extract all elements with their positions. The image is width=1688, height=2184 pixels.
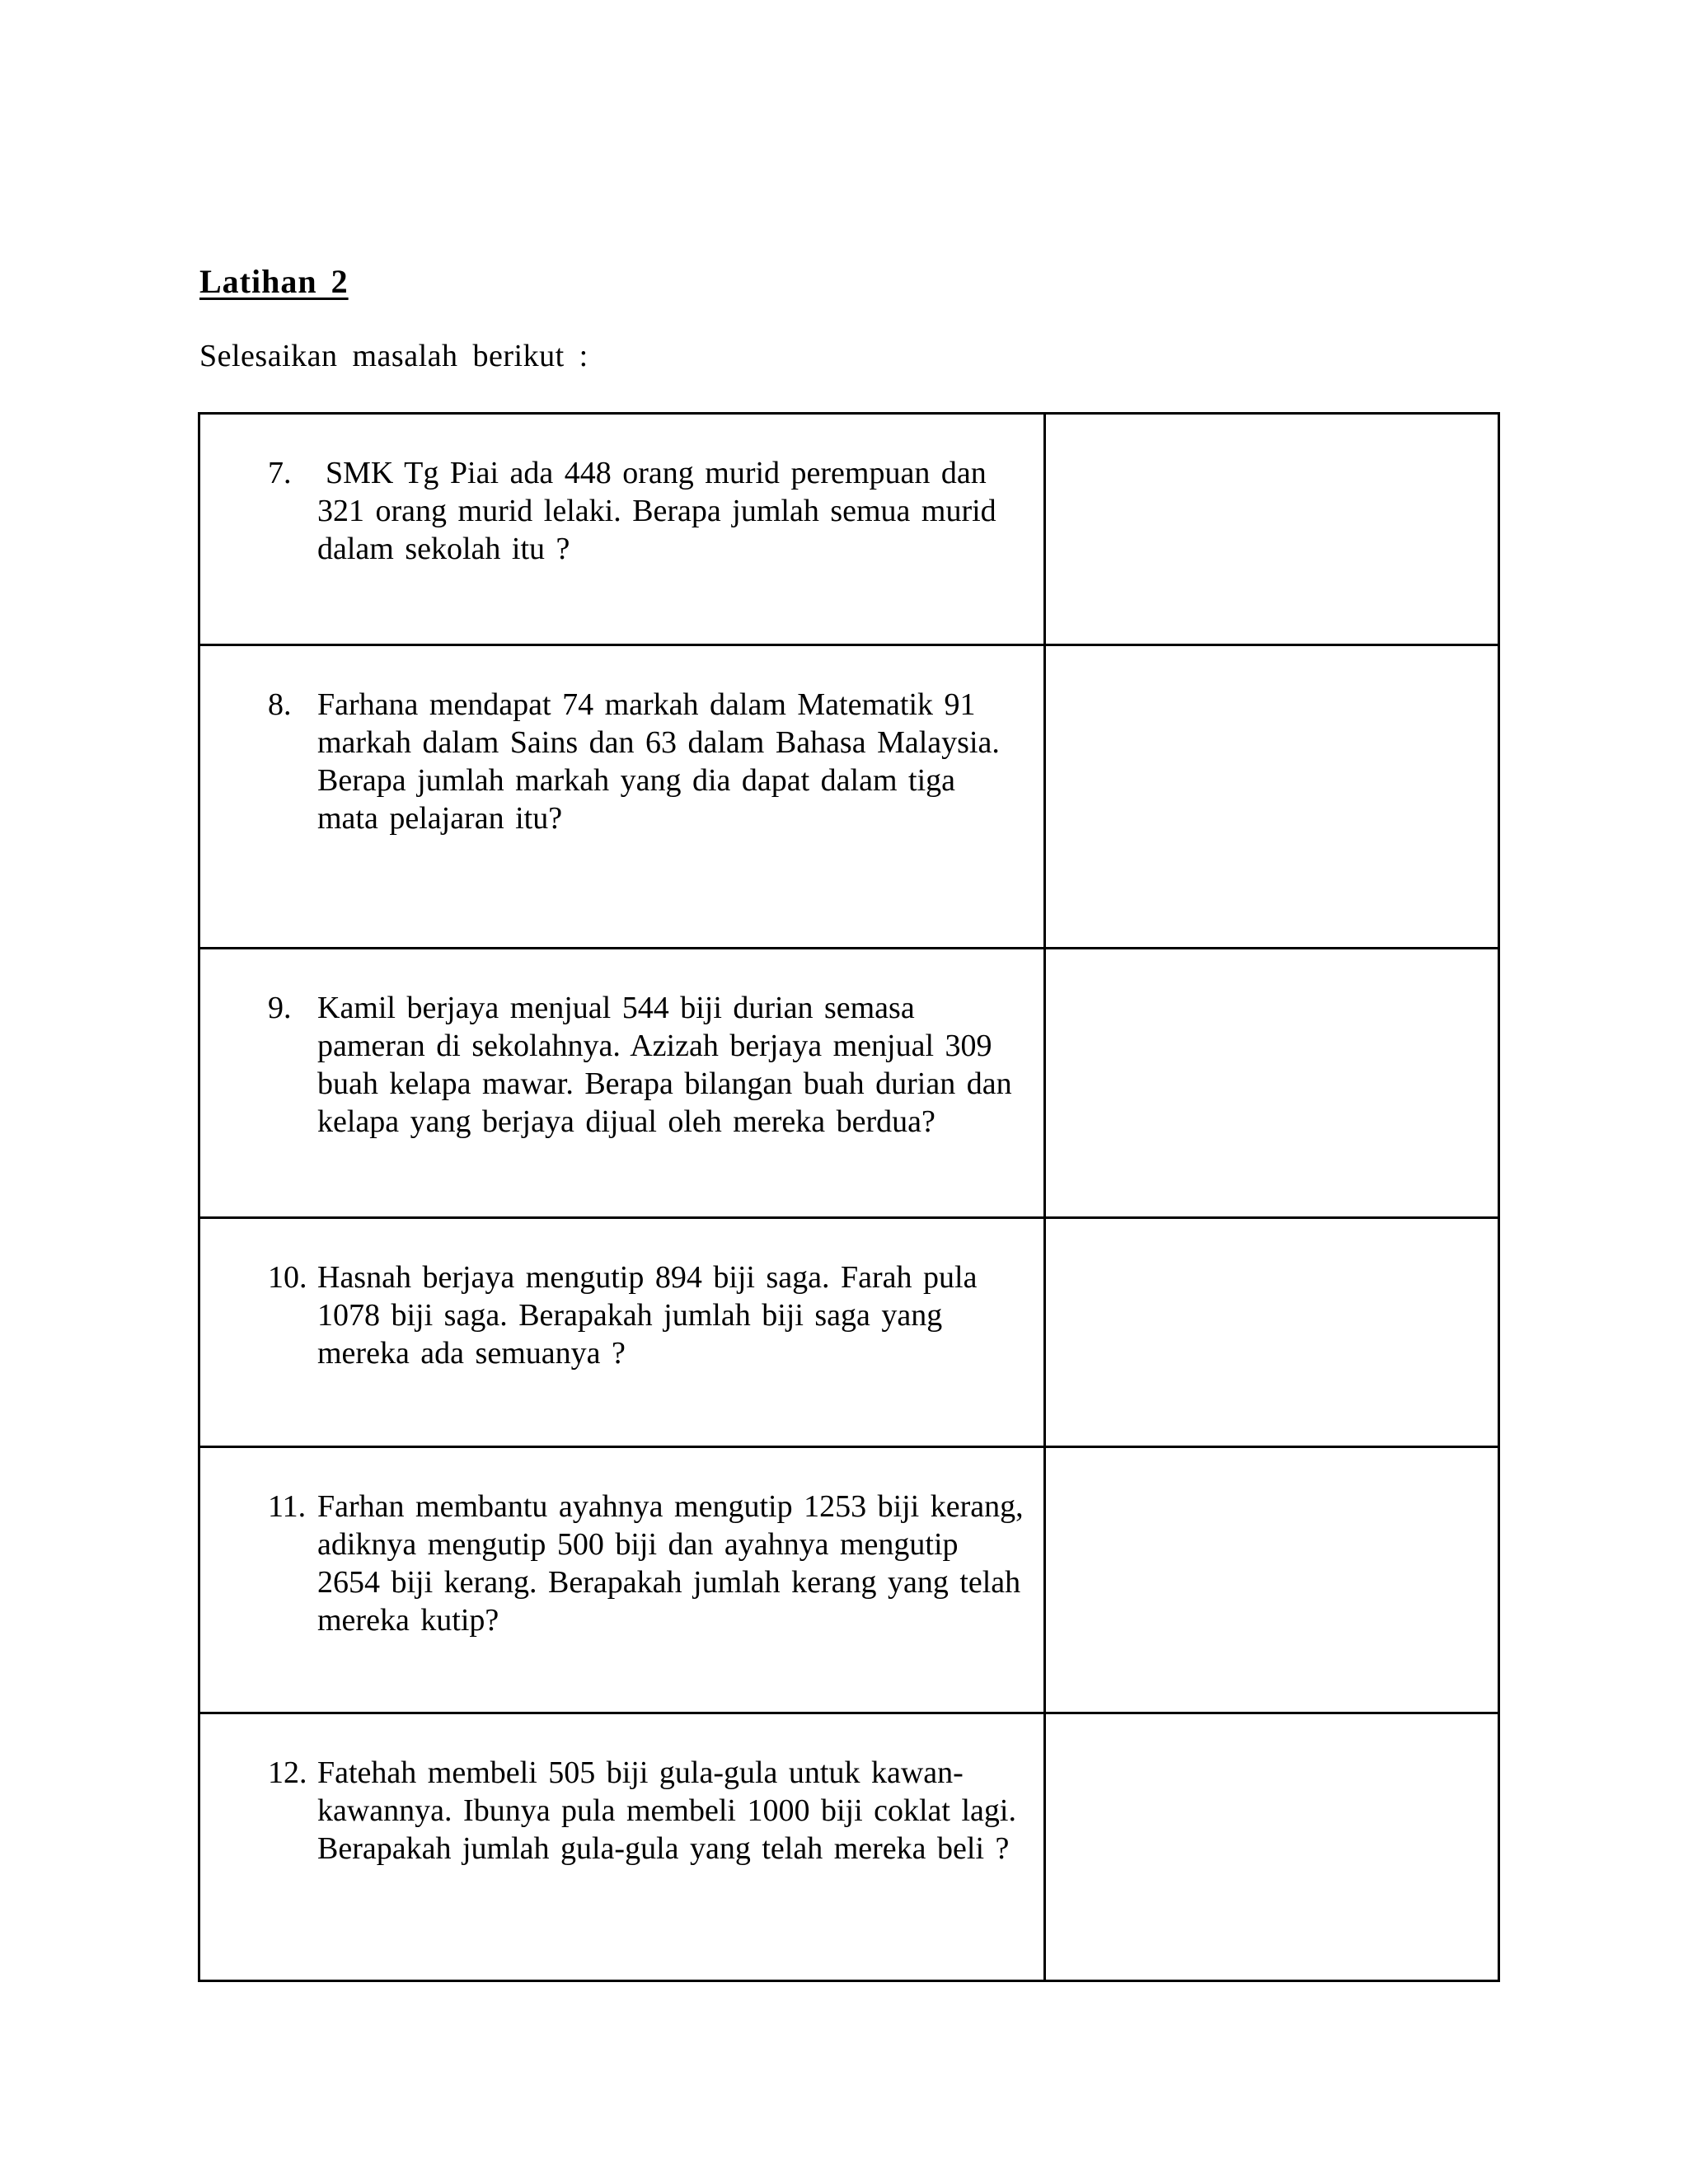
question-text: Kamil berjaya menjual 544 biji durian semasa pameran di sekolahnya. Azizah berjaya menjual 309 buah kelapa mawar. Berapa bilangan buah durian dan kelapa yang berjaya dijual oleh mereka berdua? <box>317 991 1012 1139</box>
question-row <box>199 1713 1499 1981</box>
answer-cell[interactable] <box>1045 1713 1499 1981</box>
question-row <box>199 414 1499 645</box>
question-number: 12. <box>268 1755 307 1790</box>
answer-cell[interactable] <box>1045 1218 1499 1447</box>
answer-cell[interactable] <box>1045 1447 1499 1713</box>
exercise-title: Latihan 2 <box>199 263 349 300</box>
answer-cell[interactable] <box>1045 645 1499 949</box>
question-text: Farhana mendapat 74 markah dalam Matematik 91 markah dalam Sains dan 63 dalam Bahasa Malaysia. Berapa jumlah markah yang dia dapat dalam tiga mata pelajaran itu? <box>317 687 1000 836</box>
question-row <box>199 645 1499 949</box>
exercise-instruction: Selesaikan masalah berikut : <box>199 339 588 373</box>
question-cell <box>199 1713 1045 1981</box>
exercise-table <box>198 412 1500 1982</box>
question-number: 8. <box>268 687 292 722</box>
question-number: 7. <box>268 456 292 490</box>
question-text: Hasnah berjaya mengutip 894 biji saga. Farah pula 1078 biji saga. Berapakah jumlah biji saga yang mereka ada semuanya ? <box>317 1260 978 1371</box>
question-text: SMK Tg Piai ada 448 orang murid perempuan dan 321 orang murid lelaki. Berapa jumlah semua murid dalam sekolah itu ? <box>317 456 996 566</box>
answer-cell[interactable] <box>1045 414 1499 645</box>
question-cell <box>199 1447 1045 1713</box>
question-number: 10. <box>268 1260 307 1295</box>
question-number: 9. <box>268 991 292 1025</box>
question-row <box>199 1447 1499 1713</box>
question-row <box>199 949 1499 1218</box>
question-number: 11. <box>268 1489 307 1524</box>
answer-cell[interactable] <box>1045 949 1499 1218</box>
question-text: Farhan membantu ayahnya mengutip 1253 biji kerang, adiknya mengutip 500 biji dan ayahnya mengutip 2654 biji kerang. Berapakah jumlah kerang yang telah mereka kutip? <box>317 1489 1024 1638</box>
question-cell <box>199 645 1045 949</box>
question-cell <box>199 414 1045 645</box>
question-row <box>199 1218 1499 1447</box>
question-cell <box>199 949 1045 1218</box>
question-cell <box>199 1218 1045 1447</box>
question-text: Fatehah membeli 505 biji gula-gula untuk kawan-kawannya. Ibunya pula membeli 1000 biji coklat lagi. Berapakah jumlah gula-gula yang telah mereka beli ? <box>317 1755 1016 1866</box>
